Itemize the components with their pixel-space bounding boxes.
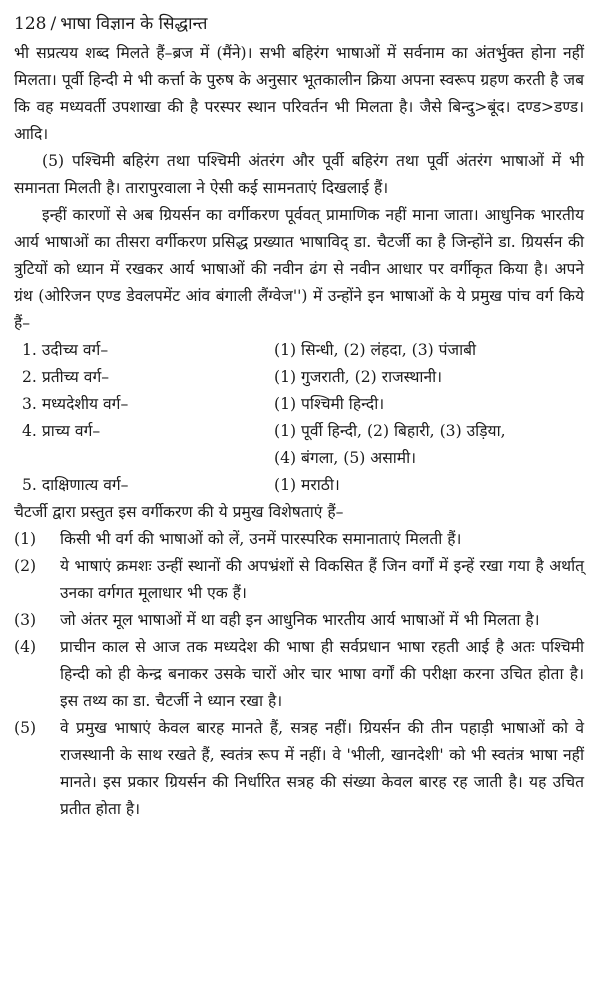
feature-number: (1) [14, 530, 37, 548]
feature-text: प्राचीन काल से आज तक मध्यदेश की भाषा ही सर्वप्रधान भाषा रहती आई है अतः पश्चिमी हिन्दी को ही केन्द्र बनाकर उसके चारों ओर चार भाषा वर्गों की परीक्षा करना उचित होता है। इस तथ्य का डा. चैटर्जी ने ध्यान रखा है। [60, 638, 584, 710]
classification-row [14, 391, 584, 418]
feature-text: जो अंतर मूल भाषाओं में था वही इन आधुनिक भारतीय आर्य भाषाओं में भी मिलता है। [60, 611, 540, 629]
page-number: 128 [14, 14, 47, 34]
feature-text: ये भाषाएं क्रमशः उन्हीं स्थानों की अपभ्रंशों से विकसित हैं जिन वर्गों में इन्हें रखा गया है अर्थात् उनका वर्गगत मूलाधार भी एक हैं। [60, 557, 584, 602]
group-languages: (1) मराठी। [274, 476, 340, 494]
group-label: 4. प्राच्य वर्ग– [22, 422, 101, 440]
feature-item [14, 526, 584, 553]
group-label: 5. दाक्षिणात्य वर्ग– [22, 476, 129, 494]
feature-item [14, 715, 584, 823]
feature-text: किसी भी वर्ग की भाषाओं को लें, उनमें पारस्परिक समानाताएं मिलती हैं। [60, 530, 462, 548]
feature-number: (3) [14, 611, 37, 629]
group-languages: (1) सिन्धी, (2) लंहदा, (3) पंजाबी [274, 341, 477, 359]
paragraph-point-5: (5) पश्चिमी बहिरंग तथा पश्चिमी अंतरंग और पूर्वी बहिरंग तथा पूर्वी अंतरंग भाषाओं में भी समानता मिलती है। तारापुरवाला ने ऐसी कई सामनताएं दिखलाई हैं। [14, 152, 584, 197]
feature-item [14, 607, 584, 634]
classification-row [14, 472, 584, 499]
paragraph-chatterji-intro: इन्हीं कारणों से अब ग्रियर्सन का वर्गीकरण पूर्ववत् प्रामाणिक नहीं माना जाता। आधुनिक भारतीय आर्य भाषाओं का तीसरा वर्गीकरण प्रसिद्ध प्रख्यात भाषाविद् डा. चैटर्जी का है जिन्होंने डा. ग्रियर्सन की त्रुटियों को ध्यान में रखकर आर्य भाषाओं की नवीन ढंग से नवीन आधार पर वर्गीकृत किया है। अपने ग्रंथ (ओरिजन एण्ड डेवलपमेंट आंव बंगाली लैंग्वेज'') में उन्होंने इन भाषाओं के ये प्रमुख पांच वर्ग किये हैं– [14, 206, 584, 332]
group-label: 1. उदीच्य वर्ग– [22, 341, 109, 359]
paragraph-continuation: भी सप्रत्यय शब्द मिलते हैं–ब्रज में (मैंने)। सभी बहिरंग भाषाओं में सर्वनाम का अंतर्भुक्त होना नहीं मिलता। पूर्वी हिन्दी मे भी कर्त्ता के पुरुष के अनुसार भूतकालीन क्रिया अपना स्वरूप ग्रहण करती है जब कि वह मध्यवर्ती उपशाखा की है परस्पर स्थान परिवर्तन भी मिलता है। जैसे बिन्दु>बूंद। दण्ड>डण्ड। आदि। [14, 44, 584, 143]
group-languages: (4) बंगला, (5) असामी। [274, 449, 417, 467]
group-languages: (1) पश्चिमी हिन्दी। [274, 395, 385, 413]
feature-item [14, 553, 584, 607]
group-label: 2. प्रतीच्य वर्ग– [22, 368, 110, 386]
group-languages: (1) पूर्वी हिन्दी, (2) बिहारी, (3) उड़िया, [274, 422, 506, 440]
feature-number: (4) [14, 638, 37, 656]
classification-row [14, 337, 584, 364]
classification-row-continued [14, 445, 584, 472]
feature-number: (2) [14, 557, 37, 575]
classification-list [14, 337, 584, 499]
features-intro: चैटर्जी द्वारा प्रस्तुत इस वर्गीकरण की ये प्रमुख विशेषताएं हैं– [14, 503, 344, 521]
classification-row [14, 418, 584, 445]
feature-item [14, 634, 584, 715]
book-title: भाषा विज्ञान के सिद्धान्त [60, 14, 208, 34]
classification-row [14, 364, 584, 391]
group-label: 3. मध्यदेशीय वर्ग– [22, 395, 129, 413]
feature-text: वे प्रमुख भाषाएं केवल बारह मानते हैं, सत्रह नहीं। ग्रियर्सन की तीन पहाड़ी भाषाओं को वे राजस्थानी के साथ रखते हैं, स्वतंत्र रूप में नहीं। वे 'भीली, खानदेशी' को भी स्वतंत्र भाषा नहीं मानते। इस प्रकार ग्रियर्सन की निर्धारित सत्रह की संख्या केवल बारह रह जाती है। यह उचित प्रतीत होता है। [60, 719, 584, 818]
page-body [14, 40, 584, 823]
features-list [14, 526, 584, 823]
feature-number: (5) [14, 719, 37, 737]
group-languages: (1) गुजराती, (2) राजस्थानी। [274, 368, 443, 386]
running-header [14, 10, 584, 40]
header-separator: / [50, 14, 57, 34]
